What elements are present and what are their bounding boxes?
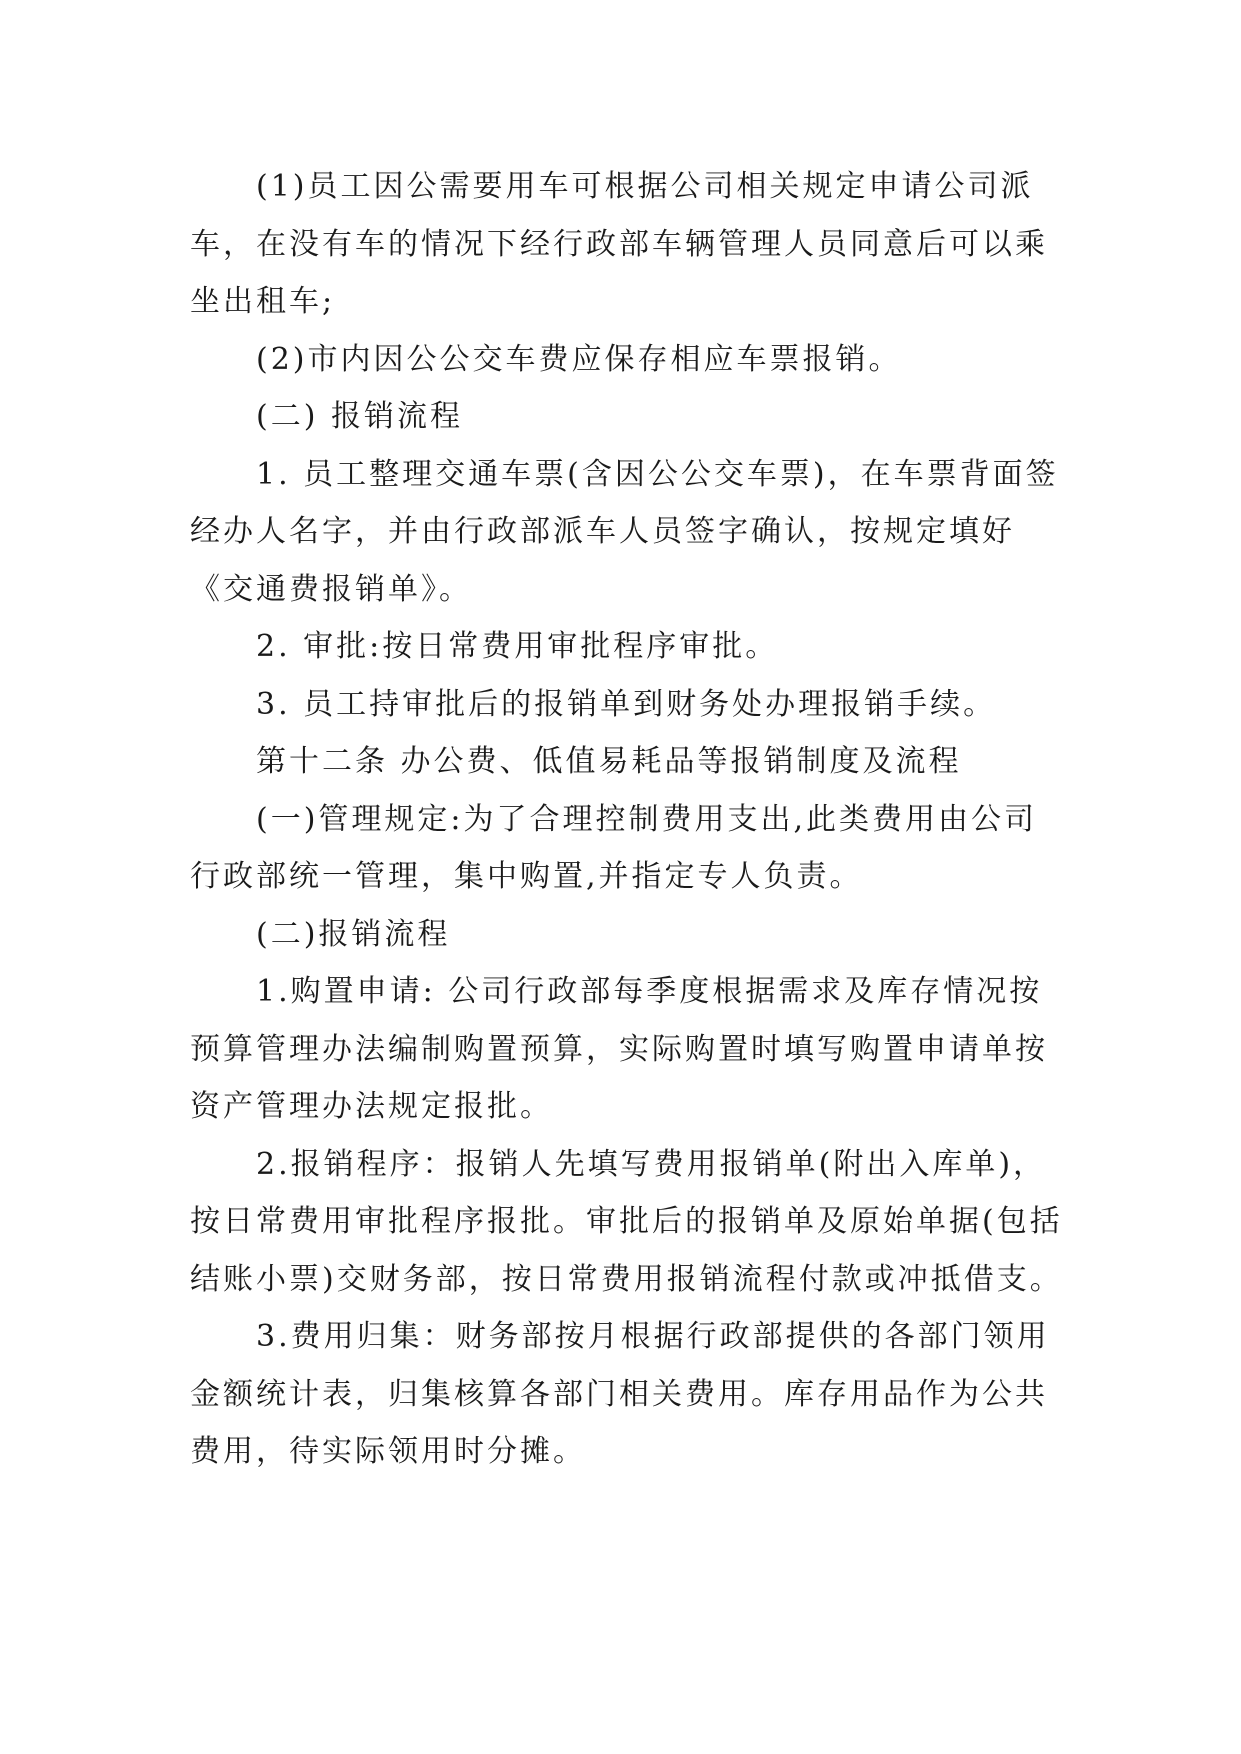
paragraph-vehicle-rule-2: (2)市内因公公交车费应保存相应车票报销。 — [256, 341, 902, 377]
paragraph-flow-step-2: 2. 审批:按日常费用审批程序审批。 — [256, 629, 779, 664]
section-heading-reimbursement-flow-2: (二)报销流程 — [256, 916, 451, 952]
document-body — [190, 158, 1070, 1481]
paragraph-flow-step-1: 1. 员工整理交通车票(含因公公交车票)，在车票背面签经办人名字，并由行政部派车人员签字确认，按规定填好《交通费报销单》。 — [190, 456, 1059, 607]
paragraph-reimbursement-procedure: 2.报销程序：报销人先填写费用报销单(附出入库单)，按日常费用审批程序报批。审批后的报销单及原始单据(包括结账小票)交财务部，按日常费用报销流程付款或冲抵借支。 — [190, 1146, 1063, 1297]
paragraph-management-rule: (一)管理规定:为了合理控制费用支出,此类费用由公司行政部统一管理，集中购置,并指定专人负责。 — [190, 801, 1038, 894]
article-heading-12: 第十二条 办公费、低值易耗品等报销制度及流程 — [256, 744, 962, 779]
paragraph-purchase-request: 1.购置申请: 公司行政部每季度根据需求及库存情况按预算管理办法编制购置预算，实际购置时填写购置申请单按资产管理办法规定报批。 — [190, 974, 1048, 1124]
section-heading-reimbursement-flow: (二) 报销流程 — [256, 399, 463, 434]
paragraph-expense-allocation: 3.费用归集：财务部按月根据行政部提供的各部门领用金额统计表，归集核算各部门相关费用。库存用品作为公共费用，待实际领用时分摊。 — [190, 1319, 1050, 1469]
paragraph-vehicle-rule-1: (1)员工因公需要用车可根据公司相关规定申请公司派车，在没有车的情况下经行政部车辆管理人员同意后可以乘坐出租车; — [190, 169, 1048, 319]
paragraph-flow-step-3: 3. 员工持审批后的报销单到财务处办理报销手续。 — [256, 686, 997, 722]
